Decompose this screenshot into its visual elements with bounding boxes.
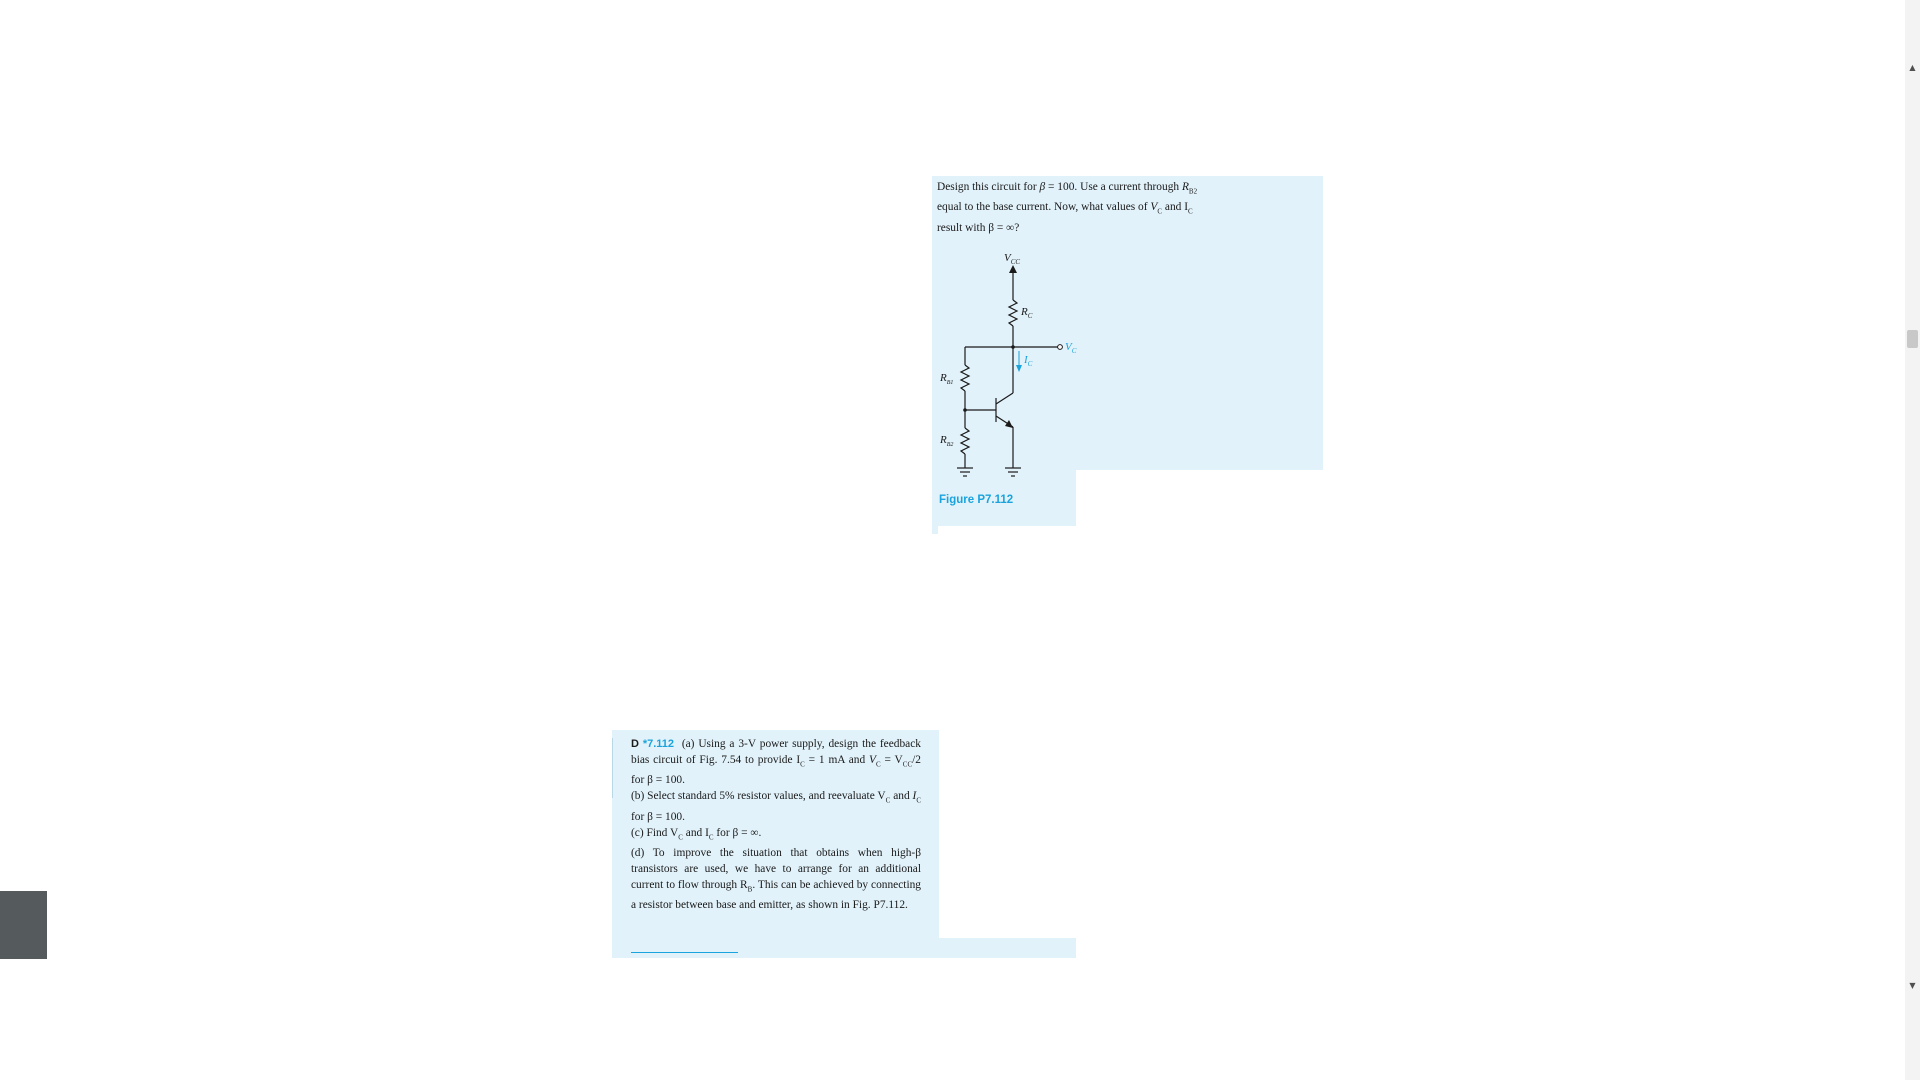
rb2-label: $R_{B2}$ xyxy=(940,434,954,448)
circuit-diagram xyxy=(930,248,1090,488)
design-marker: D xyxy=(631,738,639,750)
rc-label: $R_C$ xyxy=(1021,306,1033,320)
link-underline[interactable] xyxy=(631,952,738,953)
vcc-label: $V_{CC}$ xyxy=(1004,252,1021,266)
scroll-thumb[interactable] xyxy=(1907,330,1918,348)
problem-continuation-text: Design this circuit for β = 100. Use a current through $R_{B2}$ equal to the base current. Now, what values of $V_C$ and $I_C$ result with β = ∞? xyxy=(937,181,1198,234)
problem-statement: D *7.112 (a) Using a 3-V power supply, design the feedback bias circuit of Fig. 7.54 to provide $I_C = 1$ mA and $V_C = V_{CC}/2$ for β = 100. (b) Select standard 5% resistor values, and reevaluate $V_C$ and $I_C$ for β = 100. (c) Find $V_C$ and $I_C$ for β = ∞. (d) To improve the situation that obtains when high-β transistors are used, we have to arrange for an additional current to flow through $R_B$. This can be achieved by connecting a resistor between base and emitter, as shown in Fig. P7.112. xyxy=(631,738,922,912)
figure-caption: Figure P7.112 xyxy=(939,494,1014,506)
vertical-scrollbar[interactable] xyxy=(1905,0,1920,1080)
side-panel-toggle[interactable] xyxy=(0,891,47,959)
vc-label: $V_C$ xyxy=(1065,341,1077,355)
panel-edge xyxy=(612,738,613,798)
ic-label: $I_C$ xyxy=(1024,354,1033,368)
rb1-label: $R_{B1}$ xyxy=(940,372,954,386)
scroll-down-icon[interactable]: ▼ xyxy=(1909,981,1916,990)
lower-panel-tail xyxy=(939,938,1076,958)
figure-panel-edge xyxy=(932,526,938,534)
problem-number: *7.112 xyxy=(642,738,675,750)
scroll-up-icon[interactable]: ▲ xyxy=(1909,63,1916,72)
